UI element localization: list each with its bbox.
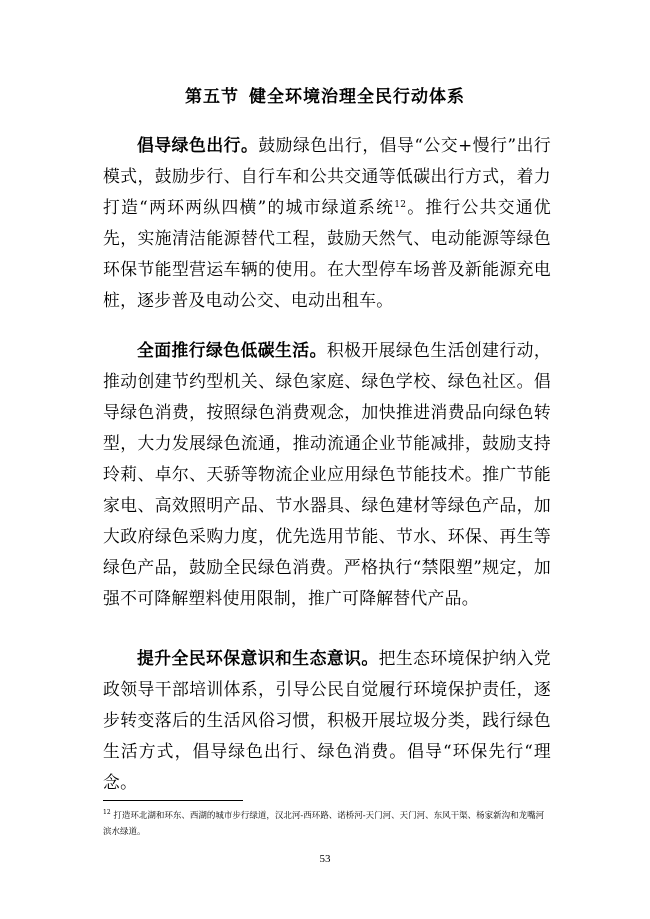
paragraph-text: 把生态环境保护纳入党政领导干部培训体系，引导公民自觉履行环境保护责任，逐步转变落后的生活风俗习惯，积极开展垃圾分类，践行绿色生活方式，倡导绿色出行、绿色消费。倡导“环保先行“理念。 (103, 648, 551, 792)
paragraph-lead: 倡导绿色出行。 (137, 135, 259, 155)
paragraph-text-continued: 。推行公共交通优先，实施清洁能源替代工程，鼓励天然气、电动能源等绿色环保节能型营运车辆的使用。在大型停车场普及新能源充电桩，逐步普及电动公交、电动出租车。 (103, 197, 551, 310)
page-number: 53 (319, 853, 331, 865)
footnote-reference[interactable]: 12 (394, 200, 407, 210)
paragraph-lead: 提升全民环保意识和生态意识。 (137, 648, 379, 668)
footnote (103, 808, 551, 840)
section-number: 第五节 (185, 87, 239, 107)
paragraph-green-lifestyle (103, 335, 551, 614)
footnote-text: 打造环北湖和环东、西湖的城市步行绿道，汉北河-西环路、诺桥河-天门河、天门河、东风干渠、杨家新沟和龙嘴河滨水绿道。 (103, 811, 545, 837)
section-title: 健全环境治理全民行动体系 (249, 87, 465, 107)
paragraph-lead: 全面推行绿色低碳生活。 (137, 340, 327, 360)
paragraph-eco-awareness (103, 643, 551, 798)
paragraph-text: 积极开展绿色生活创建行动，推动创建节约型机关、绿色家庭、绿色学校、绿色社区。倡导绿色消费，按照绿色消费观念，加快推进消费品向绿色转型，大力发展绿色流通，推动流通企业节能减排，鼓励支持玲莉、卓尔、天骄等物流企业应用绿色节能技术。推广节能家电、高效照明产品、节水器具、绿色建材等绿色产品，加大政府绿色采购力度，优先选用节能、节水、环保、再生等绿色产品，鼓励全民绿色消费。严格执行“禁限塑”规定，加强不可降解塑料使用限制，推广可降解替代产品。 (103, 340, 551, 608)
footnote-marker: 12 (103, 809, 111, 816)
section-heading (0, 82, 650, 107)
footnote-separator (103, 800, 243, 801)
paragraph-green-travel (103, 130, 551, 316)
paragraph-text: 鼓励绿色出行，倡导“公交+慢行”出行模式，鼓励步行、自行车和公共交通等低碳出行方式，着力打造“两环两纵四横”的城市绿道系统 (103, 135, 551, 217)
